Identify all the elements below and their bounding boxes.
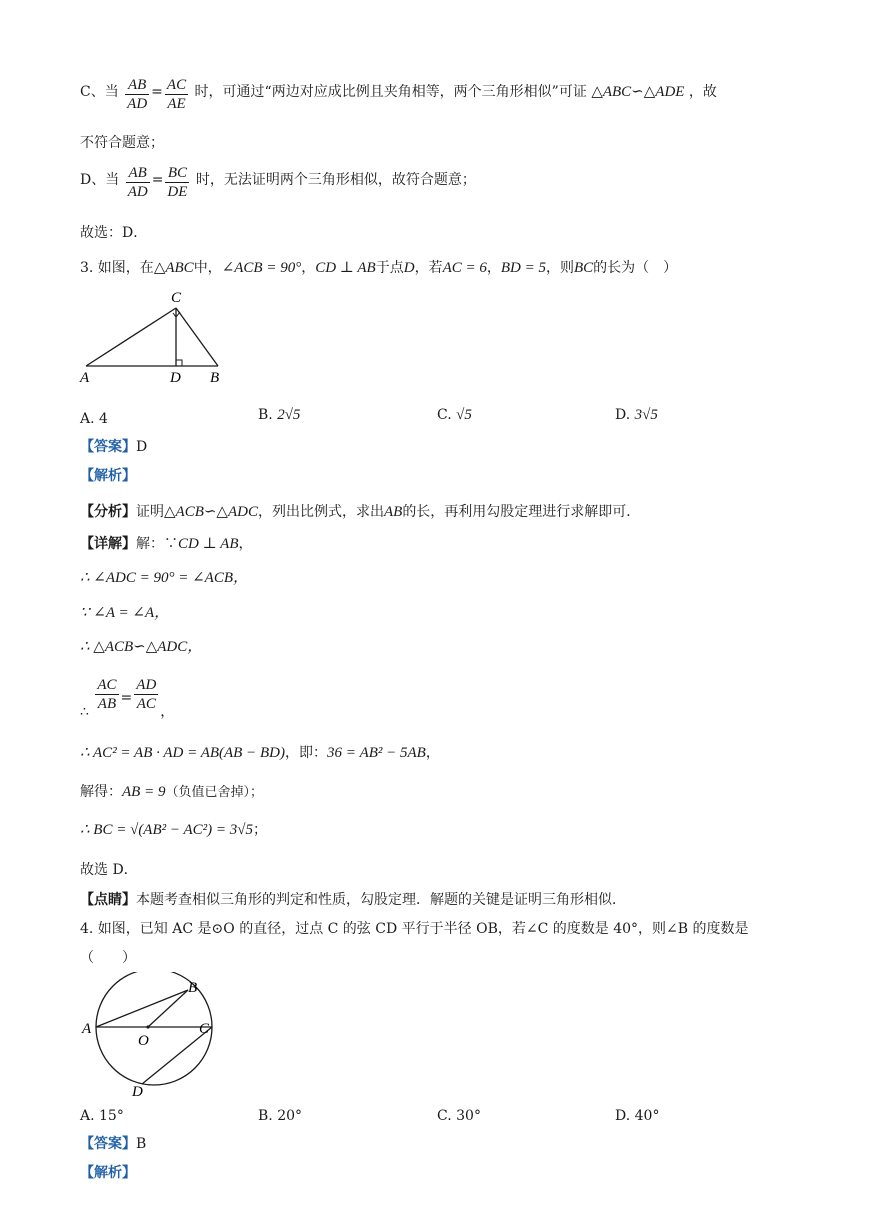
c-frac-1: $\frac{AB}{AD}$ <box>127 77 148 112</box>
q4-answer: 【答案】B <box>80 1136 147 1152</box>
d-frac-1: $\frac{AB}{AD}$ <box>127 165 148 200</box>
q3-step-7: ∴ BC = √(AB² − AC²) = 3√5； <box>80 822 267 838</box>
radius-ob <box>148 990 188 1027</box>
q3-step-3: ∴ △ACB∽△ADC， <box>80 639 203 655</box>
label-b: B <box>210 370 220 386</box>
q4-stem-2: （ ） <box>80 950 136 966</box>
q3-detail: 【详解】解：∵CD ⊥ AB， <box>80 536 253 552</box>
q3-step-8: 故选 D． <box>80 862 138 878</box>
label-a: A <box>82 1021 92 1037</box>
q4-stem: 4. 如图，已知 AC 是⊙O 的直径，过点 C 的弦 CD 平行于半径 OB，若∠C 的度数是 40°，则∠B 的度数是 <box>80 921 749 937</box>
q4-option-d[interactable]: D. 40° <box>615 1108 660 1124</box>
q3-option-c[interactable]: C. √5 <box>437 407 472 423</box>
label-a: A <box>80 370 90 386</box>
d-frac-2: $\frac{BC}{DE}$ <box>167 165 188 200</box>
q4-option-a[interactable]: A. 15° <box>80 1108 124 1124</box>
q3-step-5: ∴ AC² = AB · AD = AB(AB − BD)，即：36 = AB² − 5AB， <box>80 745 440 761</box>
choose-d: 故选：D． <box>80 225 148 241</box>
circle-figure <box>76 972 226 1100</box>
q3-answer: 【答案】D <box>80 439 148 455</box>
q3-stem: 3. 如图，在△ABC中，∠ACB = 90°，CD ⊥ AB于点D，若AC = 6，BD = 5，则BC的长为（ ） <box>80 260 678 276</box>
q3-step-6: 解得：AB = 9（负值已舍掉）； <box>80 784 263 800</box>
c-option-line2: 不符合题意； <box>80 135 164 151</box>
triangle-figure <box>78 286 238 386</box>
q4-option-b[interactable]: B. 20° <box>258 1108 303 1124</box>
label-c: C <box>199 1021 210 1037</box>
c-frac-2: $\frac{AC}{AE}$ <box>166 77 187 112</box>
q3-fenxi: 【分析】证明△ACB∽△ADC，列出比例式，求出AB的长，再利用勾股定理进行求解即可． <box>80 504 641 520</box>
q3-step-4: ∴ $\frac{AC}{AB}$ = $\frac{AD}{AC}$ ， <box>80 677 175 720</box>
label-d: D <box>170 370 181 386</box>
q3-analysis-tag: 【解析】 <box>80 468 136 484</box>
label-c: C <box>171 290 182 306</box>
c-option-line: C、当 $\frac{AB}{AD}$ = $\frac{AC}{AE}$ 时，可通过“两边对应成比例且夹角相等，两个三角形相似”可证 △ABC∽△ADE ，故 <box>80 77 717 112</box>
s4-frac-1: $\frac{AC}{AB}$ <box>97 677 117 712</box>
q4-analysis-tag: 【解析】 <box>80 1165 136 1181</box>
label-b: B <box>188 980 198 996</box>
q3-option-d[interactable]: D. 3√5 <box>615 407 658 423</box>
q3-step-1: ∴ ∠ADC = 90° = ∠ACB， <box>80 570 249 586</box>
q3-step-2: ∵ ∠A = ∠A， <box>80 605 170 621</box>
label-d: D <box>132 1084 143 1100</box>
d-option-line: D、当 $\frac{AB}{AD}$ = $\frac{BC}{DE}$ 时，无法证明两个三角形相似，故符合题意； <box>80 165 476 200</box>
q4-option-c[interactable]: C. 30° <box>437 1108 481 1124</box>
q3-option-a[interactable]: A. 4 <box>80 411 108 427</box>
label-o: O <box>138 1033 149 1049</box>
s4-frac-2: $\frac{AD}{AC}$ <box>136 677 157 712</box>
q3-dianjing: 【点睛】本题考查相似三角形的判定和性质，勾股定理．解题的关键是证明三角形相似． <box>80 892 626 908</box>
chord-ab <box>96 990 188 1027</box>
q3-option-b[interactable]: B. 2√5 <box>258 407 301 423</box>
